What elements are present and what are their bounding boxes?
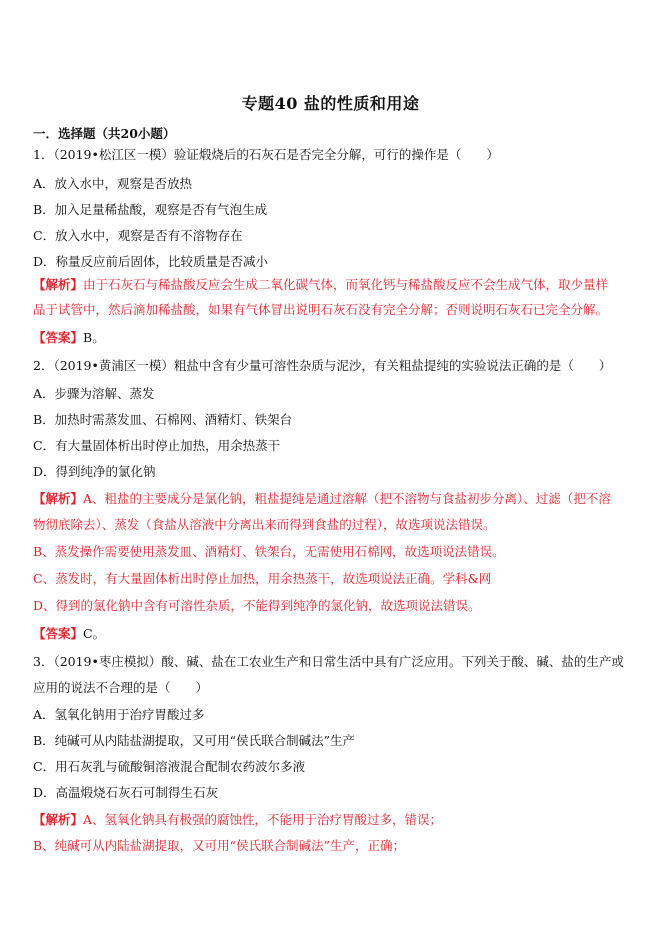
q3-analysis-line-2: B、纯碱可从内陆盐湖提取，又可用“侯氏联合制碱法”生产，正确； bbox=[33, 838, 405, 853]
page-title: 专题40 盐的性质和用途 bbox=[241, 94, 420, 113]
q1-option-b: B．加入足量稀盐酸，观察是否有气泡生成 bbox=[33, 202, 268, 217]
q2-option-d: D．得到纯净的氯化钠 bbox=[33, 464, 156, 479]
q1-analysis-line-1 bbox=[33, 277, 633, 293]
section-heading: 一．选择题（共20小题） bbox=[33, 126, 176, 141]
q1-stem: 1．（2019•松江区一模）验证煅烧后的石灰石是否完全分解，可行的操作是（ ） bbox=[33, 147, 499, 162]
q1-analysis-tag: 【解析】 bbox=[33, 277, 84, 292]
q3-option-b: B．纯碱可从内陆盐湖提取，又可用“侯氏联合制碱法”生产 bbox=[33, 733, 355, 748]
q2-option-a: A．步骤为溶解、蒸发 bbox=[33, 386, 155, 401]
q3-analysis-text-1: A、氢氧化钠具有极强的腐蚀性，不能用于治疗胃酸过多，错误； bbox=[83, 812, 443, 827]
q2-analysis-line-4: C、蒸发时，有大量固体析出时停止加热，用余热蒸干，故选项说法正确。学科&网 bbox=[33, 571, 492, 586]
q3-stem-line-2: 应用的说法不合理的是（ ） bbox=[33, 680, 209, 695]
q2-option-b: B．加热时需蒸发皿、石棉网、酒精灯、铁架台 bbox=[33, 412, 293, 427]
q2-analysis-line-3: B、蒸发操作需要使用蒸发皿、酒精灯、铁架台，无需使用石棉网，故选项说法错误。 bbox=[33, 544, 505, 559]
q2-answer-line bbox=[33, 626, 633, 642]
q2-analysis-line-5: D、得到的氯化钠中含有可溶性杂质，不能得到纯净的氯化钠，故选项说法错误。 bbox=[33, 598, 481, 613]
q2-analysis-text-1: A、粗盐的主要成分是氯化钠，粗盐提纯是通过溶解（把不溶物与食盐初步分离）、过滤（把不溶 bbox=[83, 491, 611, 506]
q2-analysis-line-2: 物彻底除去）、蒸发（食盐从溶液中分离出来而得到食盐的过程），故选项说法错误。 bbox=[33, 517, 496, 532]
q2-stem: 2．（2019•黄浦区一模）粗盐中含有少量可溶性杂质与泥沙，有关粗盐提纯的实验说法正确的是（ ） bbox=[33, 358, 612, 373]
q1-answer-tag: 【答案】 bbox=[33, 330, 84, 345]
q2-answer: C。 bbox=[83, 626, 106, 641]
q1-option-a: A．放入水中，观察是否放热 bbox=[33, 176, 193, 191]
q1-option-c: C．放入水中，观察是否有不溶物存在 bbox=[33, 228, 243, 243]
q3-option-a: A．氢氧化钠用于治疗胃酸过多 bbox=[33, 707, 205, 722]
q1-analysis-text-1: 由于石灰石与稀盐酸反应会生成二氧化碳气体，而氧化钙与稀盐酸反应不会生成气体，取少量样 bbox=[83, 277, 609, 292]
q2-option-c: C．有大量固体析出时停止加热，用余热蒸干 bbox=[33, 438, 281, 453]
q3-stem-line-1: 3．（2019•枣庄模拟）酸、碱、盐在工农业生产和日常生活中具有广泛应用。下列关于酸、碱、盐的生产或 bbox=[33, 654, 624, 669]
q3-analysis-tag: 【解析】 bbox=[33, 812, 84, 827]
q2-analysis-line-1 bbox=[33, 491, 633, 507]
q3-option-d: D．高温煅烧石灰石可制得生石灰 bbox=[33, 785, 219, 800]
q3-analysis-line-1 bbox=[33, 812, 633, 828]
q1-answer-line bbox=[33, 330, 633, 346]
q1-answer: B。 bbox=[83, 330, 105, 345]
q2-answer-tag: 【答案】 bbox=[33, 626, 84, 641]
q2-analysis-tag: 【解析】 bbox=[33, 491, 84, 506]
q1-option-d: D．称量反应前后固体，比较质量是否减小 bbox=[33, 254, 269, 269]
q3-option-c: C．用石灰乳与硫酸铜溶液混合配制农药波尔多液 bbox=[33, 759, 306, 774]
q1-analysis-line-2: 品于试管中，然后滴加稀盐酸，如果有气体冒出说明石灰石没有完全分解；否则说明石灰石已完全分解。 bbox=[33, 302, 609, 317]
